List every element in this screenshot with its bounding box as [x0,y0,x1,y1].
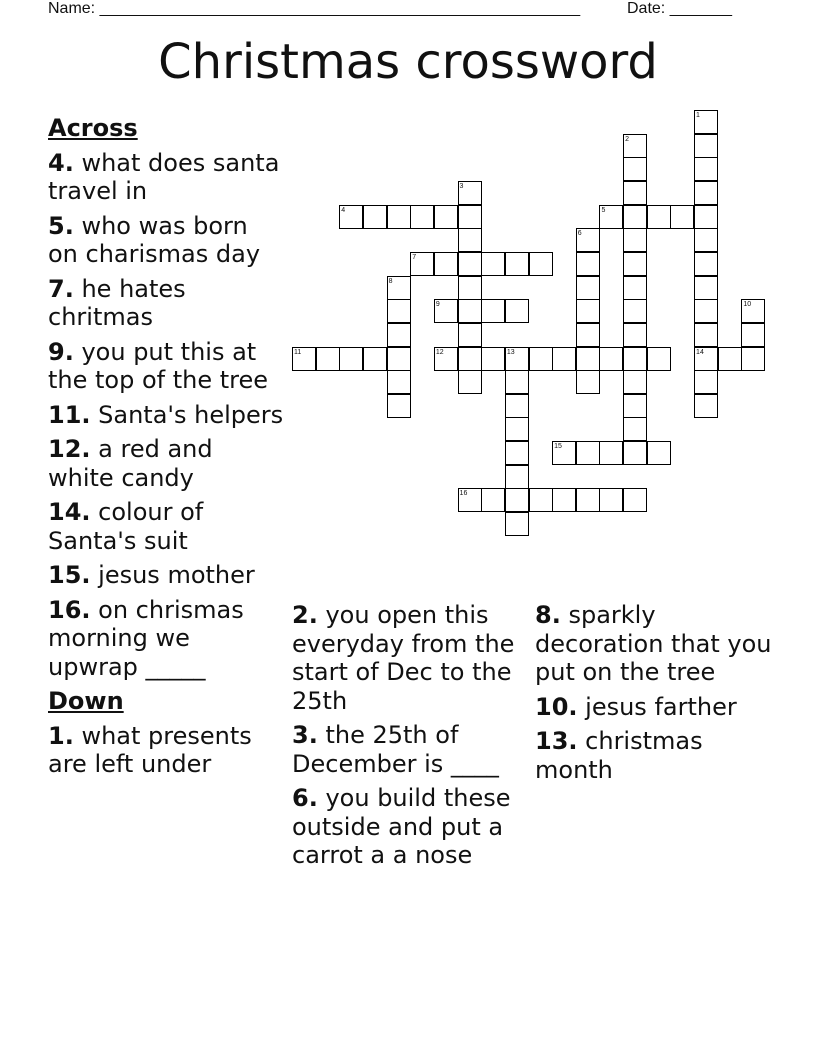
grid-cell-number: 1 [696,112,700,119]
grid-cell[interactable] [741,299,765,323]
grid-cell-number: 2 [625,135,629,143]
grid-cell[interactable] [505,417,529,441]
grid-cell[interactable] [694,323,718,347]
grid-cell[interactable] [599,347,623,371]
grid-cell[interactable] [623,276,647,300]
clue-number: 7. [48,274,74,303]
clue-text: you build these outside and put a carrot a a nose [292,784,511,869]
grid-cell[interactable] [718,347,742,371]
clue-text: who was born on charismas day [48,211,261,268]
grid-cell[interactable] [623,299,647,323]
grid-cell[interactable] [481,488,505,512]
down-clue-10 [535,693,775,722]
grid-cell-number: 4 [341,206,346,214]
clue-number: 3. [292,721,318,749]
grid-cell-number: 16 [459,490,468,498]
grid-cell[interactable] [434,252,458,276]
clue-text: he hates chritmas [48,274,186,331]
grid-cell[interactable] [694,347,718,371]
across-clue-11 [48,401,284,430]
grid-cell[interactable] [694,370,718,394]
clue-number: 11. [48,400,91,429]
grid-cell[interactable] [694,181,718,205]
grid-cell-number: 6 [577,230,582,238]
date-field-label: Date: _______ [627,0,732,17]
grid-cell[interactable] [623,347,647,371]
grid-cell[interactable] [410,205,434,229]
clue-number: 10. [535,692,578,721]
grid-cell[interactable] [505,512,529,536]
grid-cell[interactable] [623,134,647,158]
grid-cell[interactable] [434,347,458,371]
grid-cell[interactable] [552,347,576,371]
grid-cell[interactable] [339,347,363,371]
grid-cell[interactable] [529,347,553,371]
grid-cell[interactable] [387,299,411,323]
grid-cell[interactable] [694,110,718,134]
across-clue-4 [48,149,284,206]
grid-cell[interactable] [458,252,482,276]
grid-cell[interactable] [623,157,647,181]
down-clue-13 [535,727,775,784]
grid-cell[interactable] [505,488,529,512]
clue-text: on chrismas morning we upwrap _____ [48,595,244,681]
clue-column-1 [48,114,284,785]
grid-cell[interactable] [694,157,718,181]
clue-text: sparkly decoration that you put on the tree [535,601,772,686]
grid-cell[interactable] [505,370,529,394]
grid-cell[interactable] [623,370,647,394]
grid-cell[interactable] [694,299,718,323]
grid-cell[interactable] [576,488,600,512]
clue-number: 12. [48,435,91,463]
grid-cell[interactable] [529,488,553,512]
clue-number: 13. [535,727,578,755]
grid-cell[interactable] [481,299,505,323]
clue-text: colour of Santa's suit [48,498,204,555]
clue-text: you open this everyday from the start of Dec to the 25th [292,601,515,715]
across-clue-15 [48,561,284,590]
grid-cell[interactable] [481,252,505,276]
grid-cell[interactable] [481,347,505,371]
clue-column-3 [535,601,775,790]
down-clue-1 [48,722,284,779]
grid-cell-number: 7 [412,253,417,261]
down-clue-2 [292,601,528,715]
clue-text: a red and white candy [48,435,213,492]
across-clue-12 [48,435,284,492]
across-clue-9 [48,338,284,395]
grid-cell[interactable] [670,205,694,229]
grid-cell[interactable] [694,276,718,300]
clue-text: Santa's helpers [98,400,284,429]
clue-number: 9. [48,337,74,366]
grid-cell[interactable] [505,299,529,323]
grid-cell[interactable] [694,228,718,252]
grid-cell[interactable] [410,252,434,276]
down-clue-6 [292,784,528,870]
grid-cell[interactable] [292,347,316,371]
clue-number: 1. [48,721,74,750]
grid-cell[interactable] [647,441,671,465]
grid-cell[interactable] [623,228,647,252]
grid-cell[interactable] [576,252,600,276]
grid-cell[interactable] [363,205,387,229]
grid-cell[interactable] [599,488,623,512]
clue-text: jesus mother [98,561,255,589]
grid-cell[interactable] [623,394,647,418]
grid-cell-number: 11 [294,348,302,356]
grid-cell[interactable] [552,488,576,512]
grid-cell[interactable] [647,205,671,229]
grid-cell[interactable] [576,347,600,371]
grid-cell-number: 13 [506,348,515,356]
grid-cell[interactable] [576,299,600,323]
grid-cell[interactable] [505,441,529,465]
grid-cell[interactable] [387,370,411,394]
down-heading: Down [48,687,124,715]
grid-cell[interactable] [458,205,482,229]
grid-cell[interactable] [458,181,482,205]
grid-cell-number: 14 [696,348,704,356]
grid-cell[interactable] [458,228,482,252]
grid-cell[interactable] [458,488,482,512]
grid-cell[interactable] [458,276,482,300]
grid-cell[interactable] [623,488,647,512]
clue-text: christmas month [535,727,703,784]
grid-cell[interactable] [458,299,482,323]
grid-cell[interactable] [576,228,600,252]
grid-cell[interactable] [623,252,647,276]
grid-cell[interactable] [505,252,529,276]
down-clue-3 [292,721,528,778]
grid-cell[interactable] [505,465,529,489]
grid-cell[interactable] [458,323,482,347]
grid-cell[interactable] [458,370,482,394]
grid-cell[interactable] [576,323,600,347]
grid-cell-number: 10 [743,301,752,309]
down-clue-8 [535,601,775,687]
grid-cell[interactable] [387,394,411,418]
grid-cell[interactable] [458,347,482,371]
clue-text: what presents are left under [48,721,252,778]
grid-cell[interactable] [623,205,647,229]
grid-cell[interactable] [623,181,647,205]
grid-cell[interactable] [387,347,411,371]
grid-cell[interactable] [623,441,647,465]
grid-cell[interactable] [339,205,363,229]
across-heading: Across [48,114,138,142]
grid-cell[interactable] [505,394,529,418]
grid-cell[interactable] [552,441,576,465]
across-clue-16 [48,596,284,682]
grid-cell-number: 3 [459,182,464,190]
clue-number: 15. [48,561,91,589]
clue-column-2 [292,601,528,876]
grid-cell[interactable] [316,347,340,371]
name-field-label: Name: ______________________________________________________ [48,0,581,17]
grid-cell[interactable] [387,276,411,300]
clue-number: 6. [292,784,318,812]
grid-cell[interactable] [434,205,458,229]
clue-number: 8. [535,601,561,629]
clue-text: jesus farther [585,692,737,721]
grid-cell[interactable] [694,205,718,229]
grid-cell-number: 15 [554,443,562,451]
clue-number: 14. [48,498,91,526]
clue-number: 4. [48,148,74,177]
grid-cell[interactable] [694,134,718,158]
grid-cell[interactable] [599,205,623,229]
clue-number: 16. [48,595,91,624]
grid-cell[interactable] [576,370,600,394]
across-clue-14 [48,498,284,555]
clue-text: what does santa travel in [48,148,280,205]
grid-cell[interactable] [623,417,647,441]
grid-cell[interactable] [529,252,553,276]
grid-cell[interactable] [576,276,600,300]
grid-cell[interactable] [741,323,765,347]
grid-cell[interactable] [694,252,718,276]
grid-cell-number: 8 [388,277,393,285]
clue-number: 5. [48,211,74,240]
page-title: Christmas crossword [158,34,658,90]
grid-cell-number: 9 [435,301,440,309]
grid-cell[interactable] [623,323,647,347]
clue-number: 2. [292,601,318,629]
grid-cell[interactable] [505,347,529,371]
clue-text: you put this at the top of the tree [48,337,269,394]
grid-cell[interactable] [599,441,623,465]
grid-cell[interactable] [576,441,600,465]
grid-cell[interactable] [694,394,718,418]
grid-cell[interactable] [387,323,411,347]
grid-cell-number: 12 [435,348,444,356]
grid-cell[interactable] [741,347,765,371]
grid-cell-number: 5 [601,206,606,214]
clue-text: the 25th of December is ____ [292,721,499,778]
across-clue-7 [48,275,284,332]
grid-cell[interactable] [434,299,458,323]
across-clue-5 [48,212,284,269]
grid-cell[interactable] [387,205,411,229]
grid-cell[interactable] [647,347,671,371]
grid-cell[interactable] [363,347,387,371]
